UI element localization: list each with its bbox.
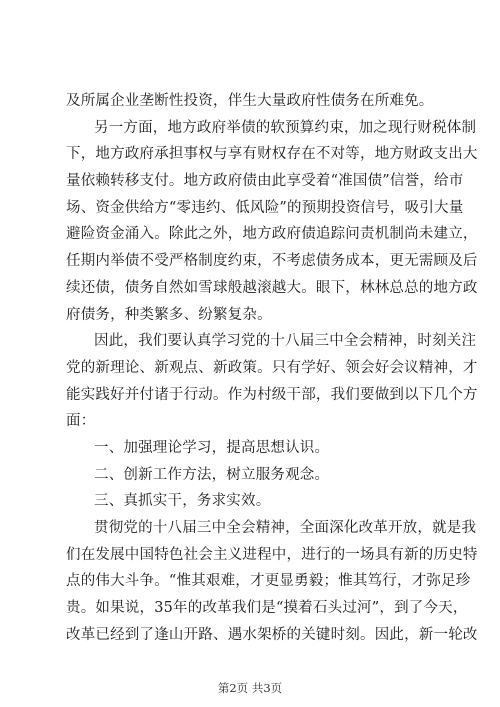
text-line: 另一方面，地方政府举债的软预算约束，加之现行财税体制 bbox=[94, 119, 477, 136]
text-line: 点的伟大斗争。“惟其艰难，才更显勇毅；惟其笃行，才弥足珍 bbox=[66, 573, 471, 590]
text-line: 党的新理论、新观点、新政策。只有学好、领会好会议精神，才 bbox=[66, 359, 478, 376]
text-line: 们在发展中国特色社会主义进程中，进行的一场具有新的历史特 bbox=[66, 546, 478, 563]
text-line: 任期内举债不受严格制度约束，不考虑债务成本，更无需顾及后 bbox=[66, 253, 478, 270]
text-line: 贵。如果说，35年的改革我们是“摸着石头过河”，到了今天， bbox=[66, 600, 468, 617]
document-body bbox=[66, 90, 478, 650]
text-line: 下，地方政府承担事权与享有财权存在不对等，地方财政支出大 bbox=[66, 146, 478, 163]
text-line: 场、资金供给方“零违约、低风险”的预期投资信号，吸引大量 bbox=[66, 199, 464, 216]
text-line: 量依赖转移支付。地方政府债由此享受着“准国债”信誉，给市 bbox=[66, 173, 464, 190]
list-item: 二、创新工作方法，树立服务观念。 bbox=[94, 466, 330, 483]
page-number-footer: 第2页 共3页 bbox=[217, 681, 283, 695]
text-line: 府债务，种类繁多、纷繁复杂。 bbox=[66, 306, 272, 323]
list-item: 三、真抓实干，务求实效。 bbox=[94, 493, 271, 510]
text-line: 续还债，债务自然如雪球般越滚越大。眼下，林林总总的地方政 bbox=[66, 279, 478, 296]
text-line: 改革已经到了逢山开路、遇水架桥的关键时刻。因此，新一轮改 bbox=[66, 626, 478, 643]
text-line: 及所属企业垄断性投资，伴生大量政府性债务在所难免。 bbox=[66, 93, 434, 109]
text-line: 因此，我们要认真学习党的十八届三中全会精神，时刻关注 bbox=[94, 333, 477, 350]
text-line: 能实践好并付诸于行动。作为村级干部，我们要做到以下几个方 bbox=[66, 386, 478, 403]
text-line: 贯彻党的十八届三中全会精神，全面深化改革开放，就是我 bbox=[94, 520, 477, 536]
text-line: 避险资金涌入。除此之外，地方政府债追踪问责机制尚未建立， bbox=[66, 226, 478, 243]
list-item: 一、加强理论学习，提高思想认识。 bbox=[94, 439, 330, 456]
text-line: 面： bbox=[66, 413, 96, 430]
